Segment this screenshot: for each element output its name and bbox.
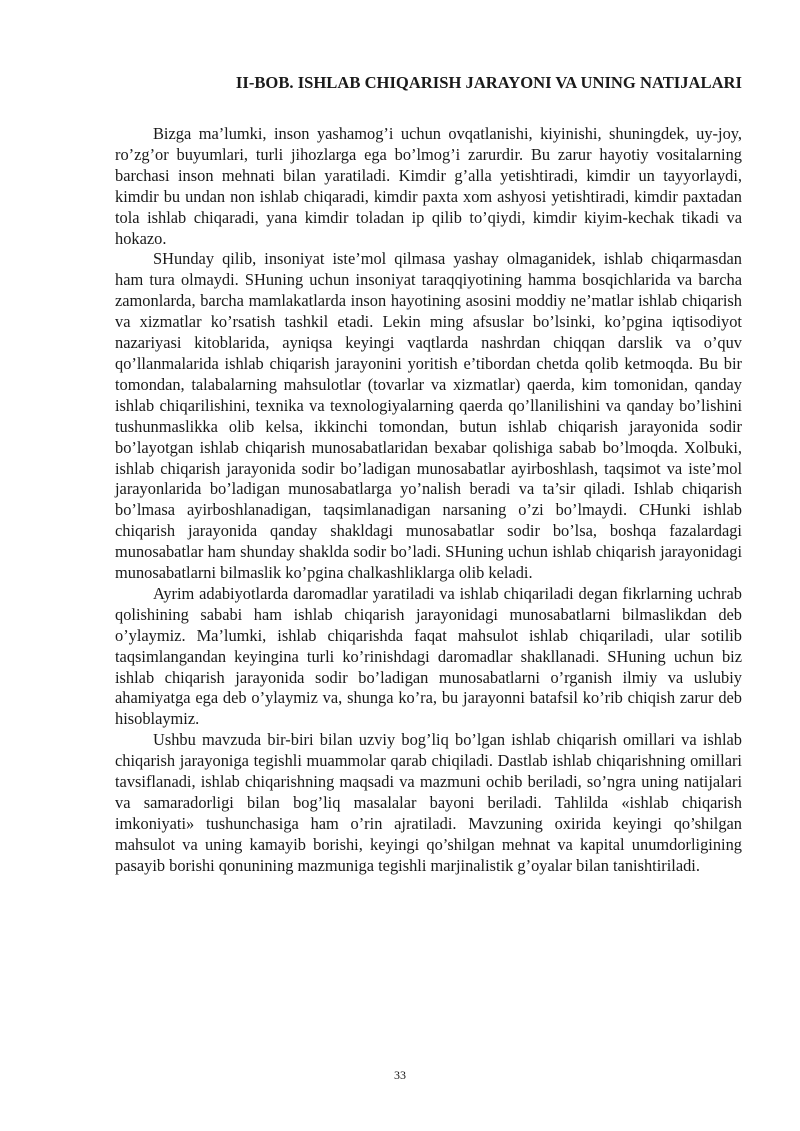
document-page (115, 72, 742, 877)
chapter-title: II-BOB. ISHLAB CHIQARISH JARAYONI VA UNING NATIJALARI (235, 73, 742, 92)
paragraph-4: Ushbu mavzuda bir-biri bilan uzviy bog’liq bo’lgan ishlab chiqarish omillari va ishlab chiqarish jarayoniga tegishli muammolar qarab chiqiladi. Dastlab ishlab chiqarishning omillari tavsiflanadi, ishlab chiqarishning maqsadi va mazmuni ochib beriladi, so’ngra uning natijalari va samaradorligi bilan bog’liq masalalar bayoni beriladi. Tahlilda «ishlab chiqarish imkoniyati» tushunchasiga ham o’rin ajratiladi. Mavzuning oxirida keyingi qo’shilgan mahsulot va uning kamayib borishi, keyingi qo’shilgan mehnat va kapital unumdorligining pasayib borishi qonunining mazmuniga tegishli marjinalistik g’oyalar bilan tanishtiriladi. (115, 730, 742, 875)
paragraph-1: Bizga ma’lumki, inson yashamog’i uchun ovqatlanishi, kiyinishi, shuningdek, uy-joy, ro’zg’or buyumlari, turli jihozlarga ega bo’lmog’i zarurdir. Bu zarur hayotiy vositalarning barchasi inson mehnati bilan yaratiladi. Kimdir g’alla yetishtiradi, kimdir un tayyorlaydi, kimdir bu undan non ishlab chiqaradi, kimdir paxta xom ashyosi yetishtiradi, kimdir paxtadan tola ishlab chiqaradi, yana kimdir toladan ip qilib to’qiydi, kimdir kiyim-kechak tikadi va hokazo. (115, 124, 742, 248)
paragraph-3: Ayrim adabiyotlarda daromadlar yaratiladi va ishlab chiqariladi degan fikrlarning uchrab qolishining sababi ham ishlab chiqarish jarayonidagi munosabatlarni bilmaslikdan deb o’ylaymiz. Ma’lumki, ishlab chiqarishda faqat mahsulot ishlab chiqariladi, ular sotilib taqsimlangandan keyingina turli ko’rinishdagi daromadlar shakllanadi. SHuning uchun biz ishlab chiqarish jarayonida sodir bo’ladigan munosabatlarni o’rganish ilmiy va uslubiy ahamiyatga ega deb o’ylaymiz va, shunga ko’ra, bu jarayonni batafsil ko’rib chiqish zarur deb hisoblaymiz. (115, 583, 742, 729)
page-number: 33 (394, 1068, 406, 1082)
paragraph-2: SHunday qilib, insoniyat iste’mol qilmasa yashay olmaganidek, ishlab chiqarmasdan ham tura olmaydi. SHuning uchun insoniyat taraqqiyotining hamma bosqichlarida va barcha zamonlarda, barcha mamlakatlarda inson hayotining asosini moddiy ne’matlar ishlab chiqarish va xizmatlar ko’rsatish tashkil etadi. Lekin ming afsuslar bo’lsinki, ko’pgina iqtisodiyot nazariyasi kitoblarida, ayniqsa keyingi vaqtlarda nashrdan chiqqan darslik va o’quv qo’llanmalarida ishlab chiqarish jarayonini yoritish e’tibordan chetda qolib ketmoqda. Bu bir tomondan, talabalarning mahsulotlar (tovarlar va xizmatlar) qaerda, kim tomonidan, qanday ishlab chiqarilishini, texnika va texnologiyalarning qaerda qo’llanilishini va qanday bo’lishini tushunmaslikka olib kelsa, ikkinchi tomondan, butun ishlab chiqarish jarayonida sodir bo’layotgan ishlab chiqarish munosabatlaridan bexabar qolishiga sabab bo’lmoqda. Xolbuki, ishlab chiqarish jarayonida sodir bo’ladigan munosabatlar ayirboshlash, taqsimot va iste’mol jarayonlarida bo’ladigan munosabatlarga yo’nalish beradi va ta’sir qiladi. Ishlab chiqarish bo’lmasa ayirboshlanadigan, taqsimlanadigan narsaning o’zi bo’lmaydi. CHunki ishlab chiqarish jarayonida qanday shakldagi munosabatlar sodir bo’lsa, boshqa fazalardagi munosabatlar ham shunday shaklda sodir bo’ladi. SHuning uchun ishlab chiqarish jarayonidagi munosabatlarni bilmaslik ko’pgina chalkashliklarga olib keladi. (115, 249, 742, 583)
